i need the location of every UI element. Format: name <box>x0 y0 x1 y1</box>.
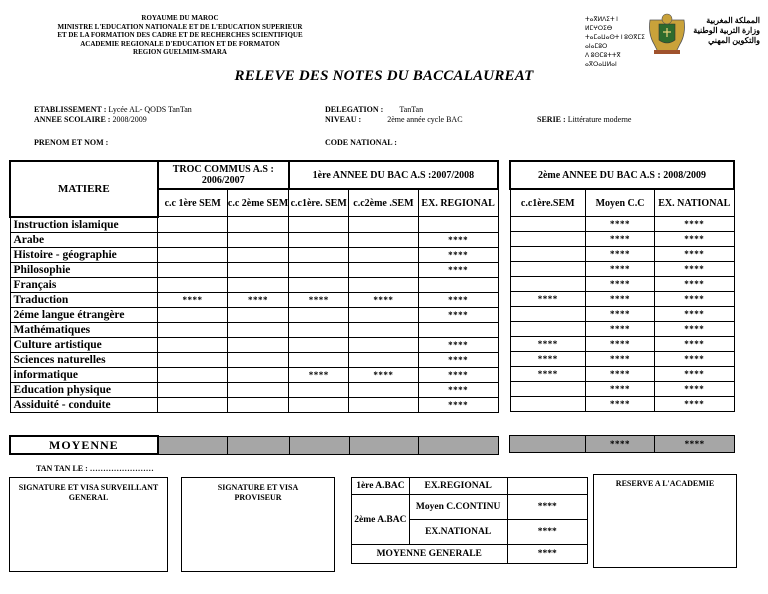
grade-cell <box>289 232 349 247</box>
code-national-label: CODE NATIONAL : <box>325 138 397 147</box>
y1c-header: EX. REGIONAL <box>418 189 498 217</box>
grade-row <box>10 232 498 247</box>
abac1-label: 1ère A.BAC <box>352 478 410 495</box>
signature-proviseur-label: SIGNATURE ET VISA PROVISEUR <box>217 483 299 502</box>
grade-cell <box>158 337 228 352</box>
grade-cell: **** <box>586 352 655 367</box>
grade-cell <box>510 322 586 337</box>
grade-cell <box>349 322 419 337</box>
subject-name: Arabe <box>10 232 158 247</box>
grade-cell: **** <box>586 247 655 262</box>
grade-cell: **** <box>586 217 655 232</box>
subject-name: 2éme langue étrangère <box>10 307 158 322</box>
grade-cell <box>349 247 419 262</box>
tc1-header: c.c 1ère SEM <box>158 189 228 217</box>
grade-cell <box>158 352 228 367</box>
grade-cell <box>349 352 419 367</box>
grade-cell <box>349 277 419 292</box>
grade-row <box>10 397 498 412</box>
grade-cell: **** <box>418 382 498 397</box>
grade-row <box>510 382 734 397</box>
grade-cell <box>227 322 289 337</box>
grade-cell: **** <box>510 352 586 367</box>
niveau-label: NIVEAU : <box>325 115 362 124</box>
subject-name: Sciences naturelles <box>10 352 158 367</box>
grade-cell <box>510 247 586 262</box>
delegation-line <box>325 105 423 114</box>
grade-cell: **** <box>418 367 498 382</box>
moyenne-cell <box>158 436 228 454</box>
grade-cell: **** <box>655 367 734 382</box>
place-date: TAN TAN LE : …………………… <box>36 464 154 473</box>
etablissement-line <box>34 105 192 114</box>
grade-cell: **** <box>655 292 734 307</box>
grade-row <box>510 337 734 352</box>
grade-cell: **** <box>418 232 498 247</box>
grade-cell: **** <box>655 262 734 277</box>
grade-cell <box>289 352 349 367</box>
ex-regional-label: EX.REGIONAL <box>409 478 507 495</box>
subject-name: informatique <box>10 367 158 382</box>
grade-cell <box>418 322 498 337</box>
signature-surveillant-box <box>9 477 168 572</box>
grade-cell: **** <box>586 262 655 277</box>
grade-cell <box>289 397 349 412</box>
grade-cell: **** <box>655 217 734 232</box>
subject-name: Assiduité - conduite <box>10 397 158 412</box>
arabic-line: وزارة التربية الوطنية <box>693 26 760 35</box>
grade-cell: **** <box>510 367 586 382</box>
grade-cell: **** <box>586 292 655 307</box>
grades-table-left <box>9 160 499 413</box>
grade-cell <box>289 247 349 262</box>
grade-cell <box>158 262 228 277</box>
prenom-label: PRENOM ET NOM : <box>34 138 109 147</box>
grade-cell <box>158 307 228 322</box>
signature-surveillant-label: SIGNATURE ET VISA SURVEILLANT GENERAL <box>18 483 159 502</box>
grade-row <box>510 367 734 382</box>
moyenne-label: MOYENNE <box>10 436 158 454</box>
grade-cell: **** <box>586 397 655 412</box>
grade-cell: **** <box>586 307 655 322</box>
grade-cell <box>289 277 349 292</box>
grade-cell: **** <box>227 292 289 307</box>
grade-cell <box>227 367 289 382</box>
summary-table <box>351 477 588 564</box>
grade-row <box>510 352 734 367</box>
arabic-line: المملكة المغربية <box>706 16 760 25</box>
grade-cell: **** <box>586 337 655 352</box>
grade-cell: **** <box>655 382 734 397</box>
grade-cell <box>289 337 349 352</box>
grade-cell <box>158 247 228 262</box>
etablissement-label: ETABLISSEMENT : <box>34 105 107 114</box>
grade-cell <box>510 217 586 232</box>
grade-cell: **** <box>586 322 655 337</box>
grade-cell <box>289 382 349 397</box>
grade-cell <box>158 397 228 412</box>
signature-proviseur-box <box>181 477 335 572</box>
moyenne-generale-label: MOYENNE GENERALE <box>352 545 508 564</box>
grades-body-left <box>10 217 498 413</box>
y2-header: 2ème ANNEE DU BAC A.S : 2008/2009 <box>510 161 734 189</box>
grade-row <box>510 397 734 412</box>
grade-cell: **** <box>418 292 498 307</box>
header-line: REGION GUELMIM-SMARA <box>133 48 227 56</box>
grade-cell: **** <box>418 307 498 322</box>
moyenne-cc-value: **** <box>585 436 655 453</box>
grades-body-right <box>510 217 734 412</box>
grade-cell <box>227 382 289 397</box>
grade-cell <box>349 262 419 277</box>
y1a-header: c.c1ère. SEM <box>289 189 349 217</box>
grade-cell: **** <box>289 367 349 382</box>
serie-value: Littérature moderne <box>567 115 632 124</box>
y2b-header: Moyen C.C <box>586 189 655 217</box>
grade-row <box>10 322 498 337</box>
ex-regional-value <box>507 478 587 495</box>
grade-row <box>10 367 498 382</box>
tifinagh-line: ⴷ ⵓⵙⵎⵓⵜⵜⴳ ⴰⴳⵔⴰⵡⵍⴰⵏ <box>585 53 621 68</box>
ex-national-value: **** <box>507 520 587 545</box>
grade-cell <box>158 322 228 337</box>
grade-cell <box>289 262 349 277</box>
grade-cell <box>158 217 228 233</box>
header-line: MINISTRE L'EDUCATION NATIONALE ET DE L'EDUCATION SUPERIEUR <box>57 22 303 31</box>
y1-header: 1ère ANNEE DU BAC A.S :2007/2008 <box>289 161 498 189</box>
tifinagh-line: ⵜⴰⵎⴰⵡⴰⵙⵜ ⵏ ⵓⵙⴳⵎⵉ ⴰⵏⴰⵎⵓⵔ <box>585 35 645 50</box>
tc-header: TROC COMMUS A.S : 2006/2007 <box>158 161 289 189</box>
grade-cell <box>349 307 419 322</box>
annee-label: ANNEE SCOLAIRE : <box>34 115 111 124</box>
moyenne-cell <box>289 436 349 454</box>
grade-cell: **** <box>655 352 734 367</box>
grade-cell: **** <box>655 232 734 247</box>
grade-cell <box>227 262 289 277</box>
grade-cell <box>510 277 586 292</box>
grade-cell: **** <box>418 352 498 367</box>
moyenne-row-right <box>509 435 735 453</box>
grade-cell: **** <box>418 337 498 352</box>
moyenne-generale-value: **** <box>507 545 587 564</box>
grade-cell: **** <box>418 247 498 262</box>
grade-row <box>10 247 498 262</box>
grade-cell: **** <box>586 232 655 247</box>
serie-line <box>537 115 631 124</box>
grade-cell: **** <box>586 277 655 292</box>
abac2-label: 2ème A.BAC <box>352 495 410 545</box>
grade-row <box>510 247 734 262</box>
moyenne-row-left <box>9 435 499 455</box>
grade-cell <box>158 277 228 292</box>
grade-cell <box>227 247 289 262</box>
grade-row <box>10 337 498 352</box>
grade-cell <box>158 382 228 397</box>
grade-row <box>10 292 498 307</box>
moyenne-cell <box>510 436 586 453</box>
annee-value: 2008/2009 <box>112 115 147 124</box>
y2a-header: c.c1ère.SEM <box>510 189 586 217</box>
grade-cell <box>227 352 289 367</box>
grade-cell: **** <box>655 322 734 337</box>
grade-cell <box>289 307 349 322</box>
grade-cell: **** <box>418 262 498 277</box>
grade-cell <box>289 322 349 337</box>
grade-cell <box>349 382 419 397</box>
grade-row <box>10 382 498 397</box>
grade-row <box>510 262 734 277</box>
grade-cell <box>227 337 289 352</box>
grade-cell <box>227 217 289 233</box>
grade-cell <box>349 232 419 247</box>
reserve-academie-label: RESERVE A L'ACADEMIE <box>615 479 715 488</box>
tc2-header: c.c 2ème SEM <box>227 189 289 217</box>
subject-name: Français <box>10 277 158 292</box>
grade-row <box>10 217 498 233</box>
grade-cell <box>349 337 419 352</box>
grade-row <box>10 307 498 322</box>
grade-cell: **** <box>418 397 498 412</box>
moyenne-cell <box>419 436 499 454</box>
grade-cell <box>349 397 419 412</box>
y2c-header: EX. NATIONAL <box>655 189 734 217</box>
arabic-line: والتكوين المهني <box>708 36 760 45</box>
subject-name: Philosophie <box>10 262 158 277</box>
reserve-academie-box <box>593 474 737 568</box>
grade-cell: **** <box>655 247 734 262</box>
grade-row <box>10 262 498 277</box>
grade-row <box>510 307 734 322</box>
arabic-header <box>690 16 760 46</box>
moyen-cc-label: Moyen C.CONTINU <box>409 495 507 520</box>
tifinagh-line: ⵜⴰⴳⵍⴷⵉⵜ ⵏ ⵍⵎⵖⵔⵉⴱ <box>585 17 618 32</box>
grade-cell: **** <box>349 292 419 307</box>
subject-name: Mathématiques <box>10 322 158 337</box>
grade-cell <box>227 397 289 412</box>
grades-table-right <box>509 160 735 412</box>
grade-row <box>510 232 734 247</box>
subject-name: Histoire - géographie <box>10 247 158 262</box>
y1b-header: c.c2ème .SEM <box>349 189 419 217</box>
niveau-line <box>325 115 463 124</box>
moyenne-cell <box>349 436 419 454</box>
document-title: RELEVE DES NOTES DU BACCALAUREAT <box>234 68 534 84</box>
grade-cell <box>418 277 498 292</box>
grade-row <box>10 277 498 292</box>
tifinagh-header <box>585 16 645 70</box>
grade-row <box>510 322 734 337</box>
header-line: ACADEMIE REGIONALE D'EDUCATION ET DE FORMATON <box>80 39 280 48</box>
grade-cell <box>289 217 349 233</box>
delegation-label: DELEGATION : <box>325 105 384 114</box>
subject-name: Traduction <box>10 292 158 307</box>
grade-cell <box>510 397 586 412</box>
delegation-value: TanTan <box>399 105 424 114</box>
grade-cell <box>418 217 498 233</box>
header-line: ET DE LA FORMATION DES CADRE ET DE RECHERCHES SCIENTIFIQUE <box>57 31 303 39</box>
grade-cell: **** <box>510 292 586 307</box>
matiere-header: MATIERE <box>10 161 158 217</box>
annee-line <box>34 115 147 124</box>
grade-cell: **** <box>655 337 734 352</box>
subject-name: Instruction islamique <box>10 217 158 233</box>
grade-row <box>510 292 734 307</box>
grade-cell <box>227 277 289 292</box>
grade-cell <box>510 262 586 277</box>
grade-cell: **** <box>586 367 655 382</box>
grade-cell <box>510 307 586 322</box>
grade-cell: **** <box>349 367 419 382</box>
grade-cell <box>158 367 228 382</box>
grade-cell <box>158 232 228 247</box>
header-line: ROYAUME DU MAROC <box>141 14 219 22</box>
ministry-header <box>30 14 330 57</box>
moyen-cc-value: **** <box>507 495 587 520</box>
etablissement-value: Lycée AL- QODS TanTan <box>108 105 192 114</box>
grade-cell <box>510 382 586 397</box>
grade-cell <box>227 232 289 247</box>
moyenne-national-value: **** <box>655 436 735 453</box>
grade-cell <box>349 217 419 233</box>
grade-cell: **** <box>586 382 655 397</box>
grade-cell <box>227 307 289 322</box>
grade-cell <box>510 232 586 247</box>
grade-cell: **** <box>510 337 586 352</box>
grade-cell: **** <box>158 292 228 307</box>
grade-row <box>510 217 734 232</box>
grade-cell: **** <box>655 277 734 292</box>
niveau-value: 2ème année cycle BAC <box>387 115 463 124</box>
moroccan-coat-of-arms-icon <box>646 10 688 56</box>
subject-name: Culture artistique <box>10 337 158 352</box>
grade-row <box>10 352 498 367</box>
ex-national-label: EX.NATIONAL <box>409 520 507 545</box>
serie-label: SERIE : <box>537 115 566 124</box>
subject-name: Education physique <box>10 382 158 397</box>
grade-cell: **** <box>655 397 734 412</box>
grade-cell: **** <box>655 307 734 322</box>
grade-row <box>510 277 734 292</box>
grade-cell: **** <box>289 292 349 307</box>
moyenne-cell <box>227 436 289 454</box>
